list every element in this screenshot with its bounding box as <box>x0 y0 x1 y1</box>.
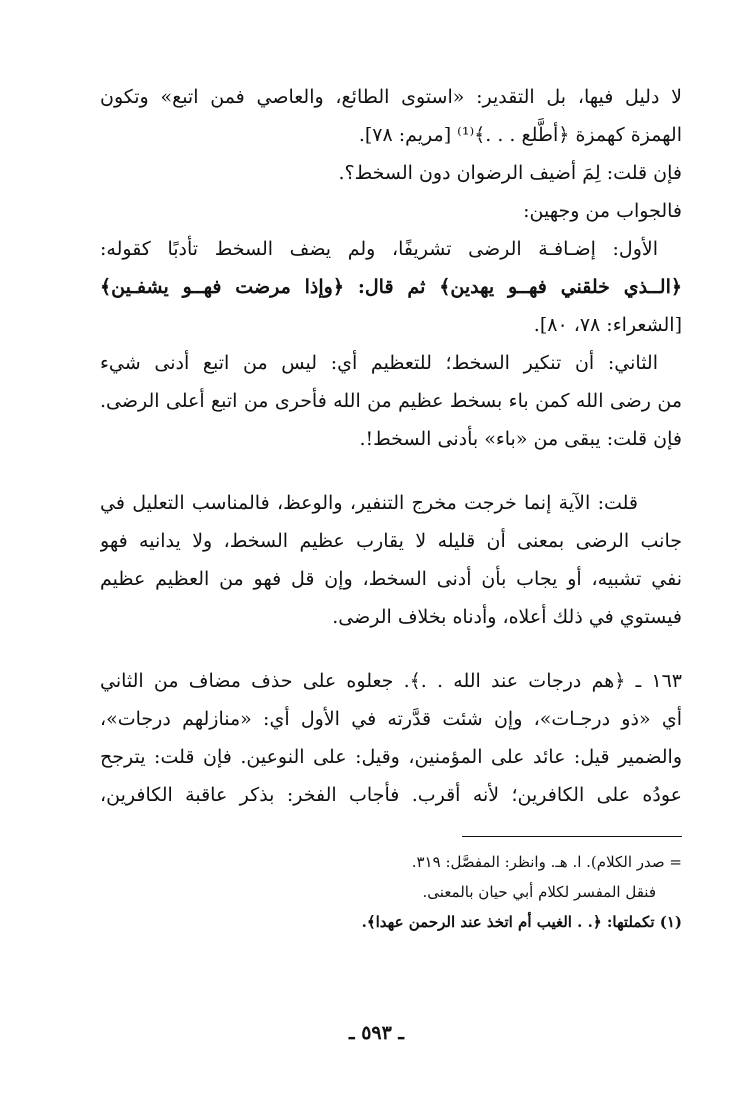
text-line: جانب الرضى بمعنى أن قليله لا يقارب عظيم السخط، ولا يدانيه فهو <box>100 530 682 552</box>
page-body <box>100 78 682 937</box>
footnote-line: (١) تكملتها: ﴿. . الغيب أم اتخذ عند الرحمن عهدا﴾. <box>361 913 682 931</box>
text-line: نفي تشبيه، أو يجاب بأن أدنى السخط، وإن قل فهو من العظيم عظيم <box>100 568 682 590</box>
text-line: الأول: إضـافـة الرضى تشريفًا، ولم يضف السخط تأدبًا كقوله: <box>100 238 658 260</box>
text-line: قلت: الآية إنما خرجت مخرج التنفير، والوعظ، فالمناسب التعليل في <box>100 492 638 514</box>
text-line: عودُه على الكافرين؛ لأنه أقرب. فأجاب الفخر: بذكر عاقبة الكافرين، <box>100 784 682 806</box>
footnote-line: = صدر الكلام). ا. هـ. وانظر: المفصَّل: ٣١٩. <box>411 853 682 871</box>
answer-intro-line: فالجواب من وجهين: <box>523 200 682 222</box>
page-number: ـ ٥٩٣ ـ <box>349 1022 404 1044</box>
question-line: فإن قلت: لِمَ أضيف الرضوان دون السخط؟. <box>338 162 682 184</box>
text-line: أي «ذو درجـات»، وإن شئت قدَّرته في الأول أي: «منازلهم درجات»، <box>100 708 682 730</box>
text-line: والضمير قيل: عائد على المؤمنين، وقيل: على النوعين. فإن قلت: يترجح <box>100 746 682 768</box>
verse-heading-line: ١٦٣ ـ ﴿هم درجات عند الله . .﴾. جعلوه على حذف مضاف من الثاني <box>100 670 682 692</box>
footnote-divider <box>462 836 682 837</box>
footnotes <box>100 847 682 937</box>
text-line: فيستوي في ذلك أعلاه، وأدناه بخلاف الرضى. <box>332 606 682 628</box>
citation-line: [الشعراء: ٧٨، ٨٠]. <box>533 314 682 336</box>
text-line: من رضى الله كمن باء بسخط عظيم من الله فأحرى من اتبع أعلى الرضى. <box>100 390 682 412</box>
paragraph-gap <box>100 458 682 484</box>
footnote-line: فنقل المفسر لكلام أبي حيان بالمعنى. <box>422 883 656 901</box>
quran-verse-line: ﴿الــذي خلقني فهــو يهدين﴾ ثم قال: ﴿وإذا مرضت فهــو يشفـين﴾ <box>100 276 682 298</box>
text-line: الهمزة كهمزة ﴿أطَّلع . . .﴾⁽¹⁾ [مريم: ٧٨]. <box>358 124 682 146</box>
text-line: لا دليل فيها، بل التقدير: «استوى الطائع، والعاصي فمن اتبع» وتكون <box>100 86 682 108</box>
text-line: الثاني: أن تنكير السخط؛ للتعظيم أي: ليس من اتبع أدنى شيء <box>100 352 658 374</box>
question-line: فإن قلت: يبقى من «باء» بأدنى السخط!. <box>359 428 682 450</box>
paragraph-gap <box>100 636 682 662</box>
